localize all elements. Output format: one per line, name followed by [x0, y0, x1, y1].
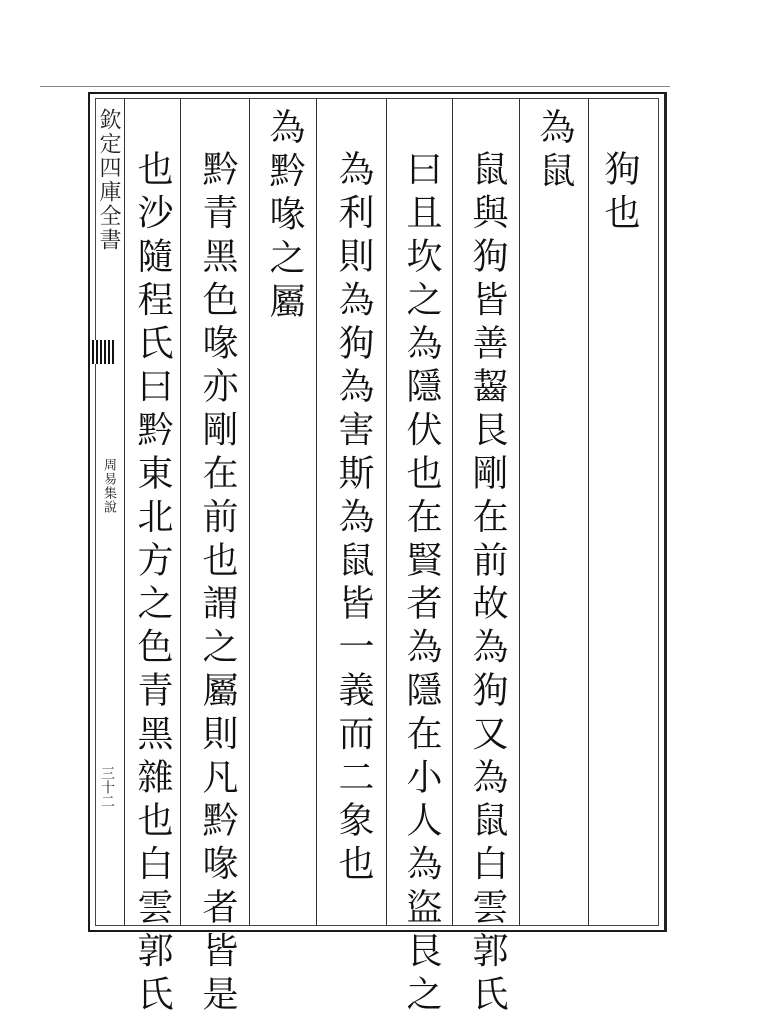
text-column-2: 為鼠 [534, 108, 575, 195]
text-column-8: 也沙隨程氏曰黔東北方之色青黑雜也白雲郭氏 [132, 150, 173, 1018]
text-column-6: 為黔喙之屬 [264, 108, 305, 325]
frame-right-edge [664, 92, 667, 932]
text-column-3: 鼠與狗皆善齧艮剛在前故為狗又為鼠白雲郭氏 [467, 150, 508, 1018]
fish-tail-mark [92, 340, 114, 364]
text-column-5: 為利則為狗為害斯為鼠皆一義而二象也 [333, 150, 374, 888]
page-number: 三十二 [99, 766, 115, 808]
text-column-4: 曰且坎之為隱伏也在賢者為隱在小人為盜艮之 [401, 150, 442, 1018]
section-title: 周易集說 [101, 458, 116, 514]
column-divider [519, 99, 520, 925]
column-divider [316, 99, 317, 925]
book-title: 欽定四庫全書 [96, 108, 121, 252]
top-rule [40, 86, 670, 87]
column-divider [452, 99, 453, 925]
text-column-1: 狗也 [599, 150, 640, 237]
column-divider [180, 99, 181, 925]
column-divider [588, 99, 589, 925]
column-divider [249, 99, 250, 925]
text-column-7: 黔青黑色喙亦剛在前也謂之屬則凡黔喙者皆是 [197, 150, 238, 1018]
gutter-divider [124, 99, 125, 925]
column-divider [386, 99, 387, 925]
